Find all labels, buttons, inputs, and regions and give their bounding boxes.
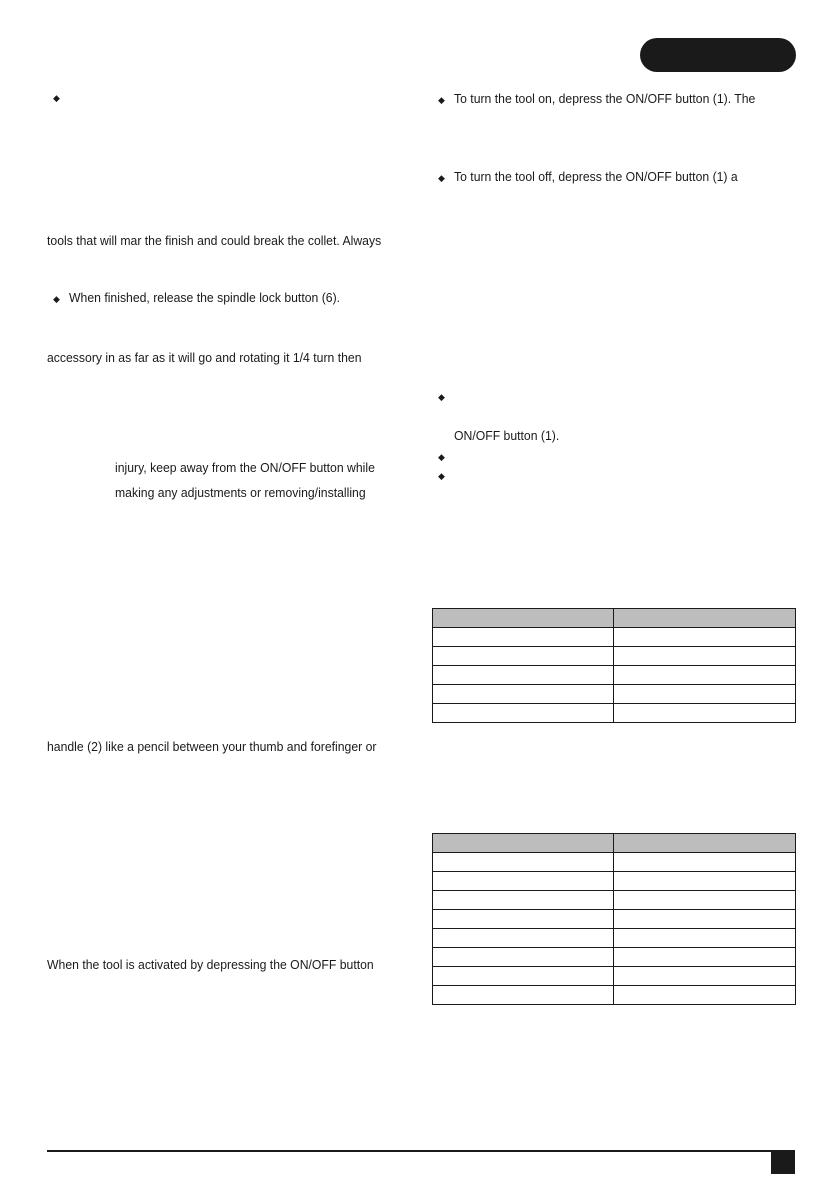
language-tab xyxy=(640,38,796,72)
table-row xyxy=(433,891,796,910)
table-row xyxy=(433,910,796,929)
bullet-icon: ◆ xyxy=(438,173,445,183)
table-row xyxy=(433,967,796,986)
table-row xyxy=(433,704,796,723)
bullet-icon: ◆ xyxy=(438,452,445,462)
table-row xyxy=(433,685,796,704)
body-text: ON/OFF button (1). xyxy=(454,428,560,443)
table-row xyxy=(433,853,796,872)
bullet-icon: ◆ xyxy=(438,471,445,481)
table-row xyxy=(433,872,796,891)
footer-rule xyxy=(47,1150,795,1152)
table-row xyxy=(433,986,796,1005)
bullet-text-finished: When finished, release the spindle lock button (6). xyxy=(69,290,341,305)
bullet-icon: ◆ xyxy=(53,294,60,304)
table-row xyxy=(433,948,796,967)
table-row xyxy=(433,647,796,666)
bullet-text-on: To turn the tool on, depress the ON/OFF button (1). The xyxy=(454,91,756,106)
table-row xyxy=(433,628,796,647)
bullet-icon: ◆ xyxy=(438,95,445,105)
table-1 xyxy=(432,608,796,723)
table-row xyxy=(433,929,796,948)
table-header-row xyxy=(433,834,796,853)
body-text: handle (2) like a pencil between your thumb and forefinger or xyxy=(47,739,377,754)
bullet-icon: ◆ xyxy=(438,392,445,402)
body-text: When the tool is activated by depressing the ON/OFF button xyxy=(47,957,374,972)
body-text: tools that will mar the finish and could break the collet. Always xyxy=(47,233,382,248)
bullet-icon: ◆ xyxy=(53,93,60,103)
table-header-row xyxy=(433,609,796,628)
body-text: accessory in as far as it will go and rotating it 1/4 turn then xyxy=(47,350,362,365)
table-2 xyxy=(432,833,796,1005)
page-number-box xyxy=(771,1152,795,1174)
warning-text: injury, keep away from the ON/OFF button while xyxy=(115,460,375,475)
warning-text: making any adjustments or removing/installing xyxy=(115,485,366,500)
bullet-text-off: To turn the tool off, depress the ON/OFF button (1) a xyxy=(454,169,738,184)
table-row xyxy=(433,666,796,685)
